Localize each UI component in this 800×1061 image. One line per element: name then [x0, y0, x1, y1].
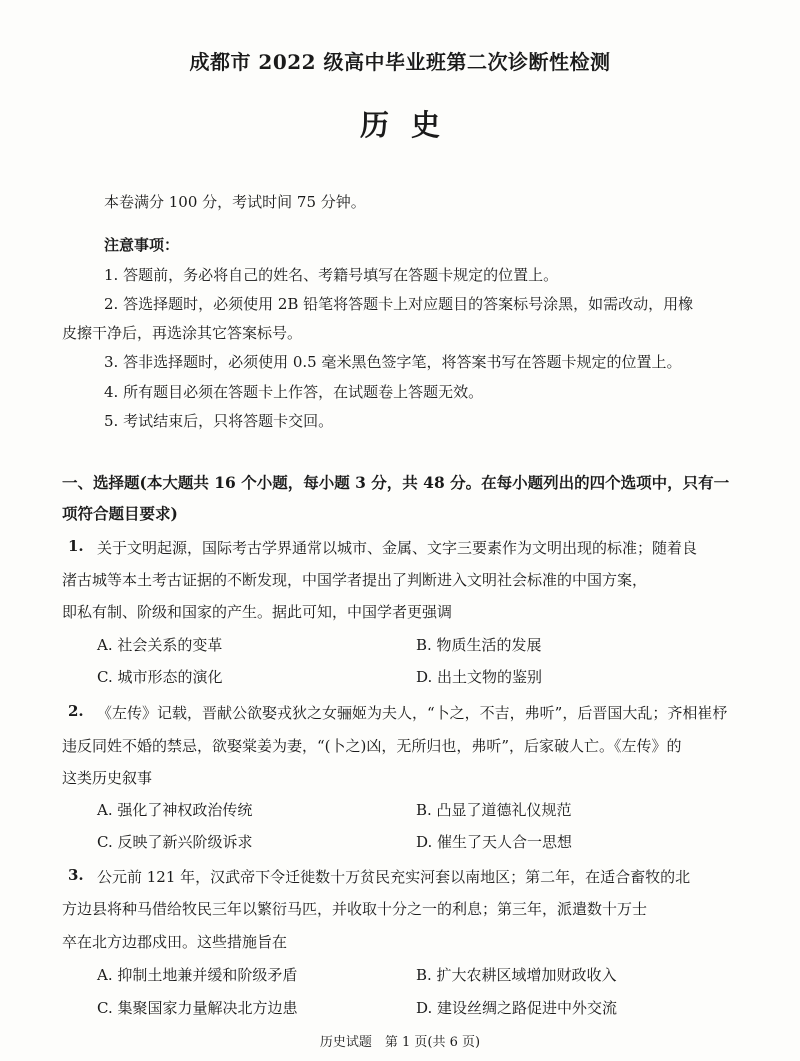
option-b: B. 凸显了道德礼仪规范 — [416, 801, 572, 819]
option-c: C. 城市形态的演化 — [97, 668, 223, 686]
note-item: 2. 答选择题时，必须使用 2B 铅笔将答题卡上对应题目的答案标号涂黑，如需改动，用橡 — [104, 295, 694, 313]
option-a: A. 强化了神权政治传统 — [97, 801, 253, 819]
page-footer: 历史试题 第 1 页(共 6 页) — [319, 1035, 481, 1050]
section-heading-line1: 一、选择题(本大题共 16 个小题，每小题 3 分，共 48 分。在每小题列出的四个选项中，只有一 — [62, 473, 730, 492]
option-d: D. 出土文物的鉴别 — [416, 668, 543, 686]
option-d: D. 建设丝绸之路促进中外交流 — [416, 999, 618, 1017]
note-item: 5. 考试结束后，只将答题卡交回。 — [104, 412, 334, 430]
question-stem-line: 违反同姓不婚的禁忌，欲娶棠姜为妻，“(卜之)凶，无所归也，弗听”，后家破人亡。《左传》的 — [62, 737, 682, 755]
option-a: A. 社会关系的变革 — [97, 636, 223, 654]
question-stem-line: 公元前 121 年，汉武帝下令迁徙数十万贫民充实河套以南地区；第二年，在适合畜牧的北 — [97, 868, 691, 886]
question-number: 2. — [68, 702, 84, 720]
note-item: 3. 答非选择题时，必须使用 0.5 毫米黑色签字笔，将答案书写在答题卡规定的位置上。 — [104, 353, 682, 371]
note-item: 1. 答题前，务必将自己的姓名、考籍号填写在答题卡规定的位置上。 — [104, 266, 559, 284]
question-stem-line: 方边县将种马借给牧民三年以繁衍马匹，并收取十分之一的利息；第三年，派遣数十万士 — [62, 900, 648, 918]
question-stem-line: 这类历史叙事 — [62, 769, 153, 787]
question-stem-line: 关于文明起源，国际考古学界通常以城市、金属、文字三要素作为文明出现的标准；随着良 — [97, 539, 698, 557]
question-stem-line: 即私有制、阶级和国家的产生。据此可知，中国学者更强调 — [62, 603, 453, 621]
question-stem-line: 卒在北方边郡戍田。这些措施旨在 — [62, 933, 288, 951]
question-number: 3. — [68, 866, 84, 884]
section-heading-line2: 项符合题目要求) — [62, 504, 178, 523]
subject-title: 历史 — [359, 108, 462, 142]
intro-text: 本卷满分 100 分，考试时间 75 分钟。 — [104, 193, 366, 211]
question-stem-line: 《左传》记载，晋献公欲娶戎狄之女骊姬为夫人，“卜之，不吉，弗听”，后晋国大乱；齐相崔杼 — [97, 704, 728, 722]
option-c: C. 集聚国家力量解决北方边患 — [97, 999, 298, 1017]
note-item: 4. 所有题目必须在答题卡上作答，在试题卷上答题无效。 — [104, 383, 484, 401]
option-b: B. 扩大农耕区域增加财政收入 — [416, 966, 617, 984]
note-item: 皮擦干净后，再选涂其它答案标号。 — [62, 324, 303, 342]
option-c: C. 反映了新兴阶级诉求 — [97, 833, 253, 851]
question-number: 1. — [68, 537, 84, 555]
notes-heading: 注意事项： — [104, 236, 180, 254]
question-stem-line: 渚古城等本土考古证据的不断发现，中国学者提出了判断进入文明社会标准的中国方案， — [62, 571, 648, 589]
option-a: A. 抑制土地兼并缓和阶级矛盾 — [97, 966, 298, 984]
option-d: D. 催生了天人合一思想 — [416, 833, 573, 851]
option-b: B. 物质生活的发展 — [416, 636, 542, 654]
exam-title: 成都市 2022 级高中毕业班第二次诊断性检测 — [189, 50, 611, 74]
